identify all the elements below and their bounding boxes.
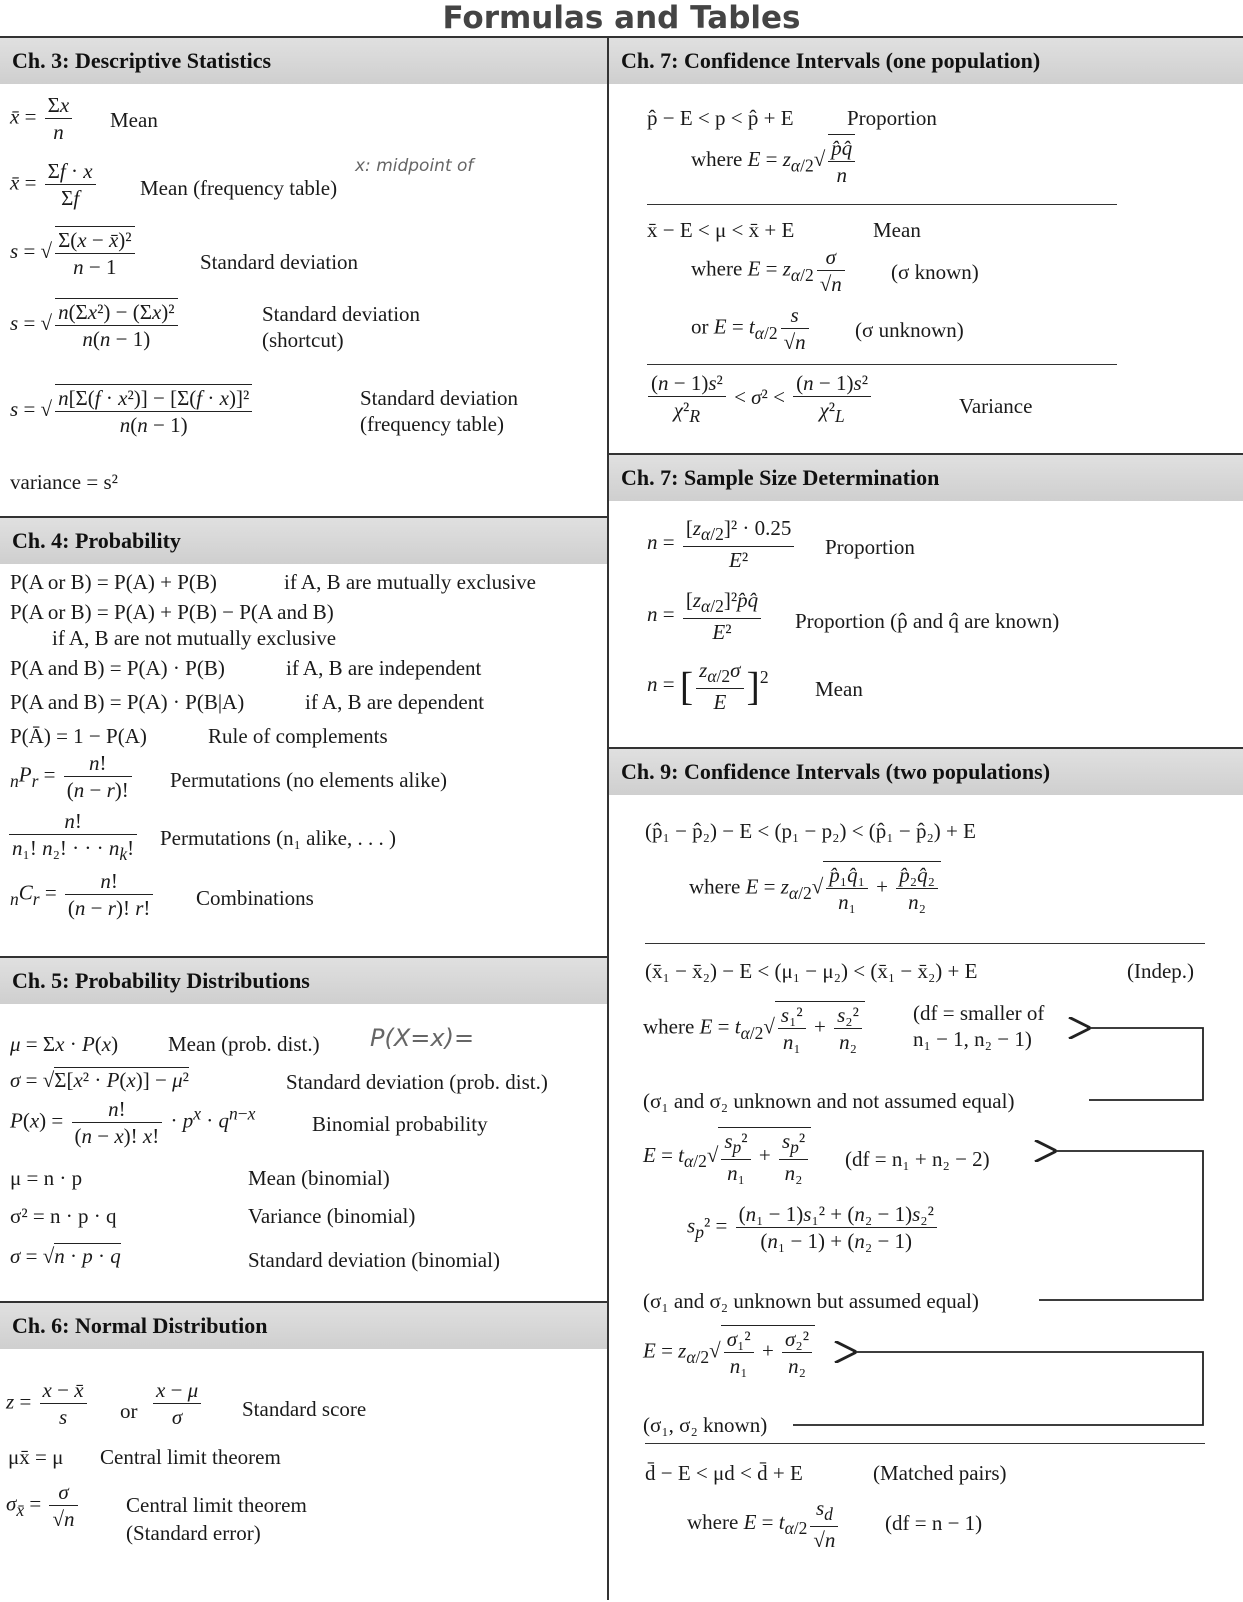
- note-df-pooled: (df = n₁ + n₂ − 2): [845, 1147, 990, 1171]
- formula-sample-size-proportion: n = $\frac{[z_{\alpha/2}]^2 \cdot 0.25}{\text{E²}}$: [647, 515, 797, 573]
- label-standard-score: Standard score: [242, 1397, 367, 1421]
- formula-variance-ci: $\frac{\text{(n − 1)s²}}{\chi^2_R}$ < σ² < $\frac{\text{(n − 1)s²}}{\chi^2_L}$: [645, 370, 874, 428]
- label-standard-deviation: Standard deviation: [200, 250, 359, 274]
- note-df-matched: (df = n − 1): [885, 1511, 983, 1535]
- label-clt-mean: Central limit theorem: [100, 1445, 281, 1469]
- note-sigma-known: (σ₁, σ₂ known): [643, 1413, 768, 1437]
- label-combinations: Combinations: [196, 886, 314, 910]
- formula-addition-exclusive: P(A or B) = P(A) + P(B): [10, 570, 217, 594]
- note-addition-general: if A, B are not mutually exclusive: [52, 626, 337, 650]
- label-variance: Variance: [959, 394, 1033, 418]
- label-sd-frequency: Standard deviation: [360, 386, 519, 410]
- formula-known-sigma-margin: $E = z_{\alpha/2}√$ $\frac{\text{σ₁²}}{\text{n₁}}$ + $\frac{\text{σ₂²}}{\text{n₂}}$: [643, 1325, 815, 1380]
- label-mean-prob-dist: Mean (prob. dist.): [168, 1032, 320, 1056]
- formula-two-mean-margin-unequal: where $E = t_{\alpha/2}√$ $\frac{\text{s₁²}}{\text{n₁}}$ + $\frac{\text{s₂²}}{\text{n₂}}$: [643, 1001, 865, 1056]
- divider: [647, 364, 1117, 365]
- note-multiplication-dependent: if A, B are dependent: [305, 690, 485, 714]
- formula-binomial-probability: P(x) = $\frac{n!}{(n - x)! x!}$ · $p^x \cdot q^{n-x}$: [10, 1097, 256, 1149]
- formula-addition-general: P(A or B) = P(A) + P(B) − P(A and B): [10, 600, 334, 624]
- handwritten-note: x: midpoint of: [355, 156, 474, 176]
- section-heading: Ch. 9: Confidence Intervals (two populations): [609, 749, 1243, 795]
- formula-two-mean-ci: (x̄₁ − x̄₂) − E < (μ₁ − μ₂) < (x̄₁ − x̄₂) + E: [645, 959, 978, 983]
- formula-mean-prob-dist: μ = Σx · P(x): [10, 1032, 119, 1056]
- formula-two-proportion-margin: where $E = z_{\alpha/2}√$ $\frac{\text{p̂₁q̂₁}}{\text{n₁}}$ + $\frac{\text{p̂₂q̂₂}}{\text{n₂}}$: [689, 861, 941, 916]
- note-assumed-equal: (σ₁ and σ₂ unknown but assumed equal): [643, 1289, 979, 1313]
- section-heading: Ch. 7: Confidence Intervals (one population): [609, 38, 1243, 84]
- note-multiplication-independent: if A, B are independent: [286, 656, 482, 680]
- page-title: Formulas and Tables: [442, 0, 801, 36]
- section-probability: [0, 516, 607, 958]
- label-mean: Mean: [873, 218, 921, 242]
- formula-mean-frequency: x̄ = $\frac{\Sigma f \cdot x}{\Sigma f}$: [10, 158, 99, 212]
- label-proportion: Proportion: [825, 535, 915, 559]
- formula-matched-margin: where $E = t_{\alpha/2}$ $\frac{s_d}{√n}$: [687, 1495, 841, 1553]
- section-sample-size: [609, 453, 1243, 749]
- left-column: [0, 36, 609, 1600]
- formula-sd-shortcut: s = √ $\frac{\text{n(Σx²) − (Σx)²}}{n(n - 1)}$: [10, 298, 181, 353]
- formula-mean-ci: x̄ − E < μ < x̄ + E: [647, 218, 795, 242]
- formula-proportion-ci: p̂ − E < p < p̂ + E: [647, 106, 794, 130]
- formula-mean-binomial: μ = n · p: [10, 1166, 83, 1190]
- formula-permutations: $_nP_r$ = $\frac{n!}{(n - r)!}$: [10, 750, 135, 804]
- section-heading: Ch. 3: Descriptive Statistics: [0, 38, 607, 84]
- section-probability-distributions: [0, 956, 607, 1303]
- formula-sd-binomial: σ = √n · p · q: [10, 1244, 121, 1268]
- formula-multiplication-independent: P(A and B) = P(A) · P(B): [10, 656, 225, 680]
- note-sigma-known: (σ known): [891, 260, 979, 284]
- section-confidence-intervals-two: [609, 747, 1243, 1602]
- label-mean: Mean: [815, 677, 863, 701]
- section-heading: Ch. 6: Normal Distribution: [0, 1303, 607, 1349]
- formula-variance-binomial: σ² = n · p · q: [10, 1204, 117, 1228]
- label-permutations-alike: Permutations (n₁ alike, . . . ): [160, 826, 396, 850]
- label-independent: (Indep.): [1127, 959, 1195, 983]
- label-mean-frequency: Mean (frequency table): [140, 176, 338, 200]
- formula-two-proportion-ci: (p̂₁ − p̂₂) − E < (p₁ − p₂) < (p̂₁ − p̂₂) + E: [645, 819, 976, 843]
- note-addition-exclusive: if A, B are mutually exclusive: [284, 570, 536, 594]
- label-mean-binomial: Mean (binomial): [248, 1166, 390, 1190]
- label-permutations: Permutations (no elements alike): [170, 768, 448, 792]
- formula-sd-frequency: s = √ $\frac{\text{n[Σ(f · x²)] − [Σ(f · x)]²}}{n(n - 1)}$: [10, 384, 255, 439]
- label-mean: Mean: [110, 108, 158, 132]
- formula-sample-size-proportion-known: n = $\frac{[z_{\alpha/2}]^2p̂q̂}{\text{E²}}$: [647, 587, 764, 645]
- formula-standard-score-population: $\frac{x - \mu}{\sigma}$: [150, 1377, 204, 1431]
- handwritten-note: P(X=x)=: [370, 1024, 475, 1052]
- label-sd-prob-dist: Standard deviation (prob. dist.): [286, 1070, 548, 1094]
- label-binomial-probability: Binomial probability: [312, 1112, 488, 1136]
- note-sigma-unknown: (σ unknown): [855, 318, 964, 342]
- section-heading: Ch. 4: Probability: [0, 518, 607, 564]
- note-sd-shortcut: (shortcut): [262, 328, 344, 352]
- note-complement: Rule of complements: [208, 724, 388, 748]
- formula-clt-mean: μx̄ = μ: [8, 1445, 64, 1469]
- formula-standard-error: $\sigma_{x̄}$ = $\frac{\sigma}{√n}$: [6, 1479, 81, 1533]
- formula-mean: x̄ = $\frac{\Sigma x}{n}$: [10, 92, 75, 146]
- formula-mean-margin-z: where $E = z_{\alpha/2}$ $\frac{\sigma}{√n}$: [691, 244, 848, 298]
- connector-arrows: [609, 795, 1243, 1495]
- note-not-assumed-equal: (σ₁ and σ₂ unknown and not assumed equal): [643, 1089, 1015, 1113]
- label-variance-binomial: Variance (binomial): [248, 1204, 416, 1228]
- formula-mean-margin-t: or $E = t_{\alpha/2}$ $\frac{s}{√n}$: [691, 302, 812, 356]
- section-heading: Ch. 7: Sample Size Determination: [609, 455, 1243, 501]
- note-standard-error: (Standard error): [126, 1521, 261, 1545]
- formula-pooled-margin: $E = t_{\alpha/2}√$ $\frac{s_p^2}{\text{n₁}}$ + $\frac{s_p^2}{\text{n₂}}$: [643, 1127, 811, 1186]
- formula-multiplication-dependent: P(A and B) = P(A) · P(B|A): [10, 690, 245, 714]
- formula-proportion-margin: where $E = z_{\alpha/2}√$ $\frac{p̂q̂}{n}$: [691, 134, 858, 189]
- formula-combinations: $_nC_r$ = $\frac{n!}{(n - r)! r!}$: [10, 868, 156, 922]
- note-df-smaller: (df = smaller of: [913, 1001, 1045, 1025]
- section-heading: Ch. 5: Probability Distributions: [0, 958, 607, 1004]
- formula-sd-prob-dist: σ = √Σ[x² · P(x)] − μ²: [10, 1068, 189, 1092]
- note-sd-frequency: (frequency table): [360, 412, 504, 436]
- formula-matched-pairs-ci: d̄ − E < μd < d̄ + E: [645, 1461, 803, 1485]
- label-sd-shortcut: Standard deviation: [262, 302, 421, 326]
- formula-complement: P(Ā) = 1 − P(A): [10, 724, 147, 748]
- note-df-smaller-values: n₁ − 1, n₂ − 1): [913, 1027, 1032, 1051]
- label-clt-sd: Central limit theorem: [126, 1493, 307, 1517]
- label-proportion-known: Proportion (p̂ and q̂ are known): [795, 609, 1060, 633]
- formula-permutations-alike: $\frac{n!}{n_1! n_2! \cdot \cdot \cdot n_k!}$: [6, 808, 140, 866]
- label-or: or: [120, 1399, 138, 1423]
- section-descriptive-statistics: [0, 36, 607, 518]
- label-sd-binomial: Standard deviation (binomial): [248, 1248, 500, 1272]
- section-normal-distribution: [0, 1301, 607, 1602]
- right-column: [609, 36, 1243, 1600]
- formula-pooled-variance: $s_p^2$ = $\frac{\text{(n₁ − 1)s₁² + (n₂ − 1)s₂²}}{\text{(n₁ − 1) + (n₂ − 1)}}$: [687, 1201, 940, 1255]
- formula-variance: variance = s²: [10, 470, 118, 494]
- formula-sample-size-mean: n = [ $\frac{z_{\alpha/2}\sigma}{E}$ ]$^2$: [647, 658, 769, 715]
- section-confidence-intervals-one: [609, 36, 1243, 455]
- formula-standard-deviation: s = √ $\frac{\text{Σ(x − x̄)²}}{n - 1}$: [10, 226, 138, 281]
- formula-standard-score: z = $\frac{x - x̄}{s}$: [6, 1377, 90, 1431]
- label-proportion: Proportion: [847, 106, 937, 130]
- label-matched-pairs: (Matched pairs): [873, 1461, 1007, 1485]
- divider: [647, 204, 1117, 205]
